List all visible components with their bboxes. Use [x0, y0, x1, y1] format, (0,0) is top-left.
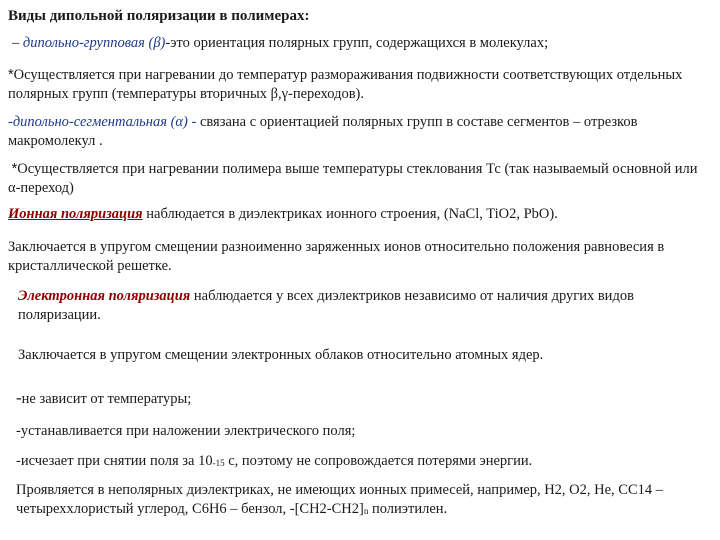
dipole-segment-note: [8, 160, 712, 198]
dash: –: [12, 35, 23, 51]
dipole-group-term: дипольно-групповая (β): [22, 35, 166, 51]
feature-temperature: [16, 388, 712, 409]
feature-temperature-text: не зависит от температуры;: [21, 391, 192, 407]
nonpolar-before: Проявляется в неполярных диэлектриках, не имеющих ионных примесей, например, Н2, О2, Не, СС14 – четыреххлористый углерод, С6Н6 – бензол, -[СН2-СН2]: [16, 482, 664, 517]
dipole-segment-note-text: Осуществляется при нагревании полимера выше температуры стеклования Тс (так называемый основной или α-переход): [8, 161, 698, 196]
ionic-text: наблюдается в диэлектриках ионного строения, (NaCl, TiO2, PbO).: [142, 206, 558, 222]
asterisk: *: [11, 161, 18, 177]
feature-vanish-after: с, поэтому не сопровождается потерями энергии.: [224, 453, 533, 469]
dipole-group-text: -это ориентация полярных групп, содержащихся в молекулах;: [165, 35, 549, 51]
electronic-polarization: [18, 287, 712, 325]
electronic-text: наблюдается у всех диэлектриков независимо от наличия других видов поляризации.: [18, 288, 634, 323]
ionic-polarization: [8, 205, 712, 224]
feature-vanish-before: -исчезает при снятии поля за 10: [16, 453, 213, 469]
dipole-group-note-text: Осуществляется при нагревании до температур размораживания подвижности соответствующих отдельных полярных групп (температуры вторичных β,γ-переходов).: [8, 67, 683, 102]
exponent: -15: [212, 458, 225, 468]
slide-title: Виды дипольной поляризации в полимерах:: [8, 8, 310, 24]
dipole-group-note: [8, 66, 712, 104]
dipole-segment-text: связана с ориентацией полярных групп в составе сегментов – отрезков макромолекул .: [8, 114, 638, 149]
feature-field: -устанавливается при наложении электрического поля;: [16, 423, 356, 439]
asterisk: *: [8, 67, 14, 83]
nonpolar-after: полиэтилен.: [368, 501, 448, 517]
electronic-term: Электронная поляризация: [18, 288, 191, 304]
dipole-segment-term: -дипольно-сегментальная (α) -: [8, 114, 197, 130]
electronic-description: Заключается в упругом смещении электронных облаков относительно атомных ядер.: [18, 347, 544, 363]
nonpolar-examples: [16, 481, 712, 521]
subscript-n: n: [363, 506, 369, 516]
dash: -: [16, 388, 22, 407]
ionic-term: Ионная поляризация: [8, 206, 143, 222]
ionic-description: Заключается в упругом смещении разноименно заряженных ионов относительно положения равновесия в кристаллической решетке.: [8, 239, 665, 274]
dipole-segment-definition: [8, 113, 712, 151]
dipole-group-definition: [12, 34, 548, 53]
feature-vanish: [16, 452, 712, 473]
